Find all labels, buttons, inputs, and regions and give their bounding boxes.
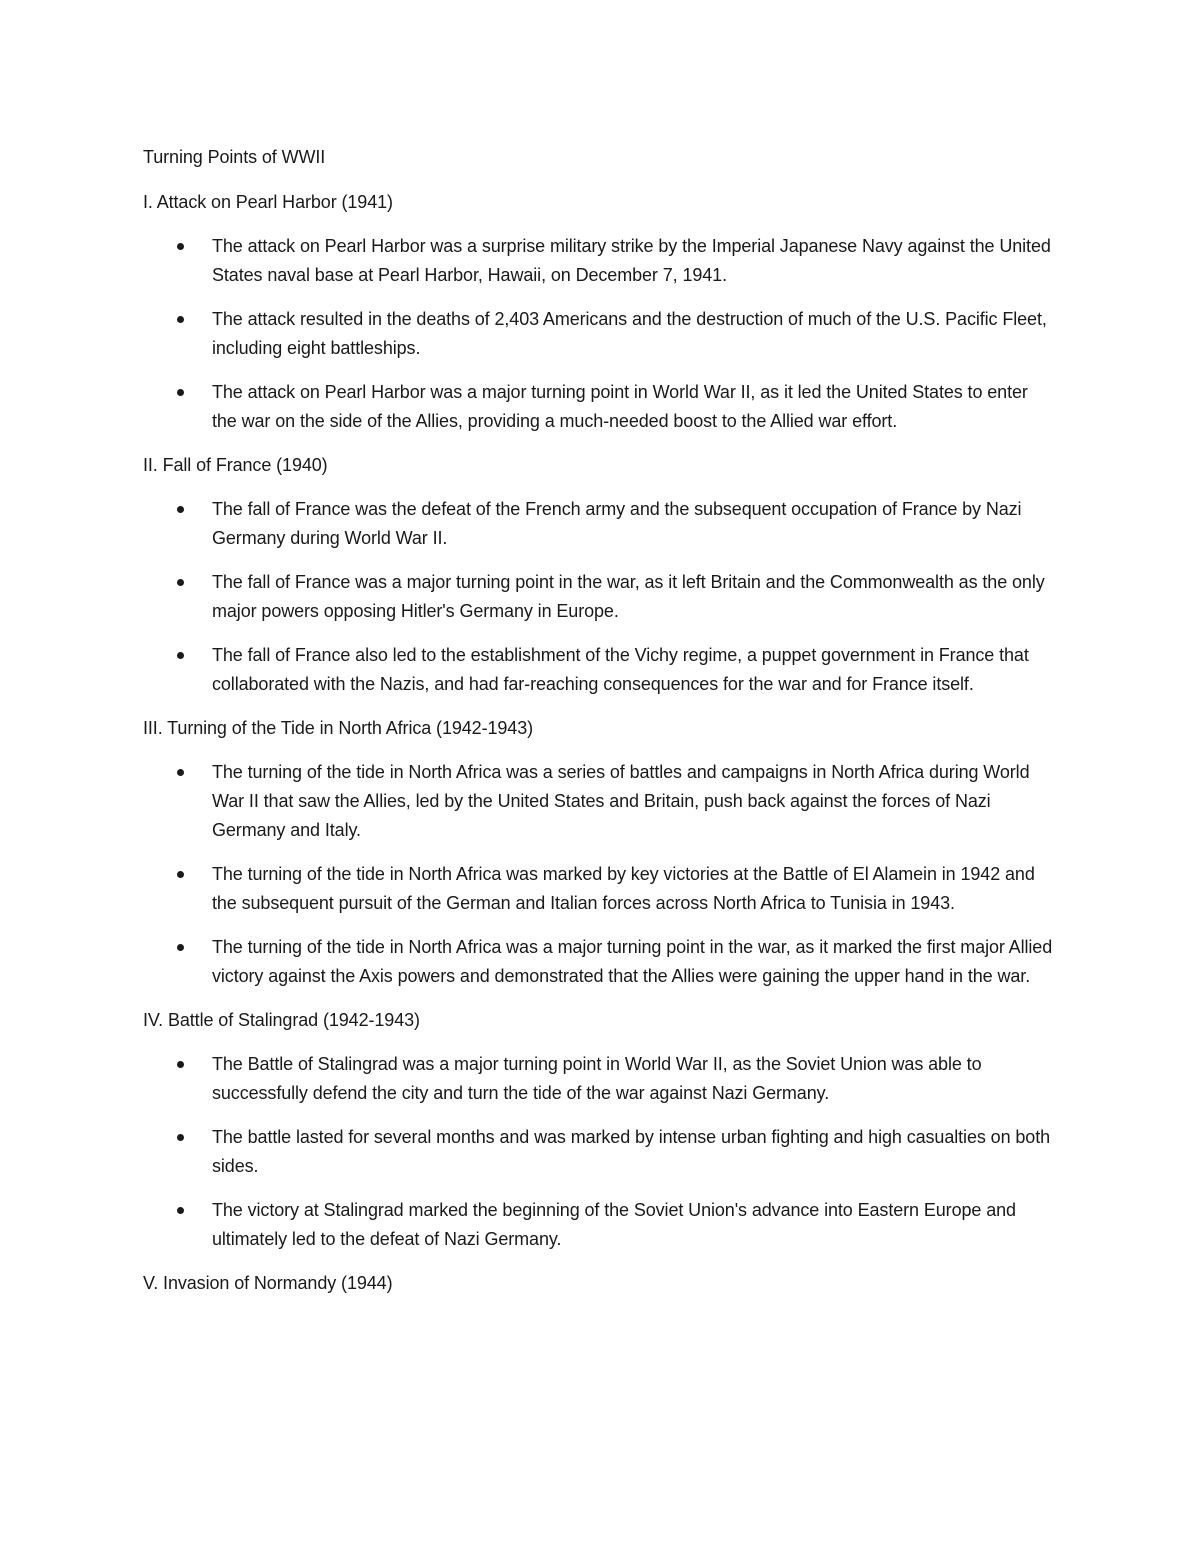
section-heading-fall-of-france: II. Fall of France (1940)	[143, 455, 328, 475]
list-item	[143, 758, 1057, 845]
section-heading-pearl-harbor: I. Attack on Pearl Harbor (1941)	[143, 192, 393, 212]
bullet-text: The battle lasted for several months and was marked by intense urban fighting and high casualties on both sides.	[212, 1127, 1051, 1176]
bullet-icon	[177, 316, 184, 323]
bullet-list-north-africa	[143, 758, 1063, 991]
bullet-text: The turning of the tide in North Africa was marked by key victories at the Battle of El Alamein in 1942 and the subsequent pursuit of the German and Italian forces across North Africa to Tunisia in 1943.	[212, 864, 1035, 913]
bullet-icon	[177, 506, 184, 513]
bullet-icon	[177, 1061, 184, 1068]
list-item	[143, 933, 1057, 991]
document-title: Turning Points of WWII	[143, 147, 326, 167]
bullet-icon	[177, 1207, 184, 1214]
bullet-text: The Battle of Stalingrad was a major turning point in World War II, as the Soviet Union was able to successfully defend the city and turn the tide of the war against Nazi Germany.	[212, 1054, 982, 1103]
list-item	[143, 495, 1057, 553]
bullet-icon	[177, 579, 184, 586]
bullet-icon	[177, 652, 184, 659]
list-item	[143, 232, 1057, 290]
section-heading-north-africa: III. Turning of the Tide in North Africa (1942-1943)	[143, 718, 534, 738]
bullet-icon	[177, 944, 184, 951]
list-item	[143, 378, 1057, 436]
bullet-text: The turning of the tide in North Africa was a major turning point in the war, as it marked the first major Allied victory against the Axis powers and demonstrated that the Allies were gaining the upper hand in the war.	[212, 937, 1053, 986]
bullet-text: The attack on Pearl Harbor was a major turning point in World War II, as it led the United States to enter the war on the side of the Allies, providing a much-needed boost to the Allied war effort.	[212, 382, 1028, 431]
bullet-icon	[177, 769, 184, 776]
list-item	[143, 1196, 1057, 1254]
bullet-icon	[177, 871, 184, 878]
document-body	[143, 143, 1063, 1313]
bullet-text: The fall of France also led to the establishment of the Vichy regime, a puppet government in France that collaborated with the Nazis, and had far-reaching consequences for the war and for France itself.	[212, 645, 1029, 694]
list-item	[143, 305, 1057, 363]
list-item	[143, 1050, 1057, 1108]
bullet-text: The attack on Pearl Harbor was a surprise military strike by the Imperial Japanese Navy against the United States naval base at Pearl Harbor, Hawaii, on December 7, 1941.	[212, 236, 1051, 285]
list-item	[143, 1123, 1057, 1181]
bullet-list-fall-of-france	[143, 495, 1063, 699]
bullet-text: The fall of France was a major turning point in the war, as it left Britain and the Commonwealth as the only major powers opposing Hitler's Germany in Europe.	[212, 572, 1045, 621]
bullet-list-stalingrad	[143, 1050, 1063, 1254]
bullet-icon	[177, 1134, 184, 1141]
bullet-icon	[177, 389, 184, 396]
bullet-text: The turning of the tide in North Africa was a series of battles and campaigns in North Africa during World War II that saw the Allies, led by the United States and Britain, push back against the forces of Nazi Germany and Italy.	[212, 762, 1030, 840]
bullet-icon	[177, 243, 184, 250]
list-item	[143, 641, 1057, 699]
list-item	[143, 860, 1057, 918]
section-heading-normandy: V. Invasion of Normandy (1944)	[143, 1273, 393, 1293]
bullet-text: The fall of France was the defeat of the French army and the subsequent occupation of France by Nazi Germany during World War II.	[212, 499, 1022, 548]
bullet-list-pearl-harbor	[143, 232, 1063, 436]
section-heading-stalingrad: IV. Battle of Stalingrad (1942-1943)	[143, 1010, 420, 1030]
list-item	[143, 568, 1057, 626]
bullet-text: The victory at Stalingrad marked the beginning of the Soviet Union's advance into Eastern Europe and ultimately led to the defeat of Nazi Germany.	[212, 1200, 1016, 1249]
bullet-text: The attack resulted in the deaths of 2,403 Americans and the destruction of much of the U.S. Pacific Fleet, including eight battleships.	[212, 309, 1047, 358]
